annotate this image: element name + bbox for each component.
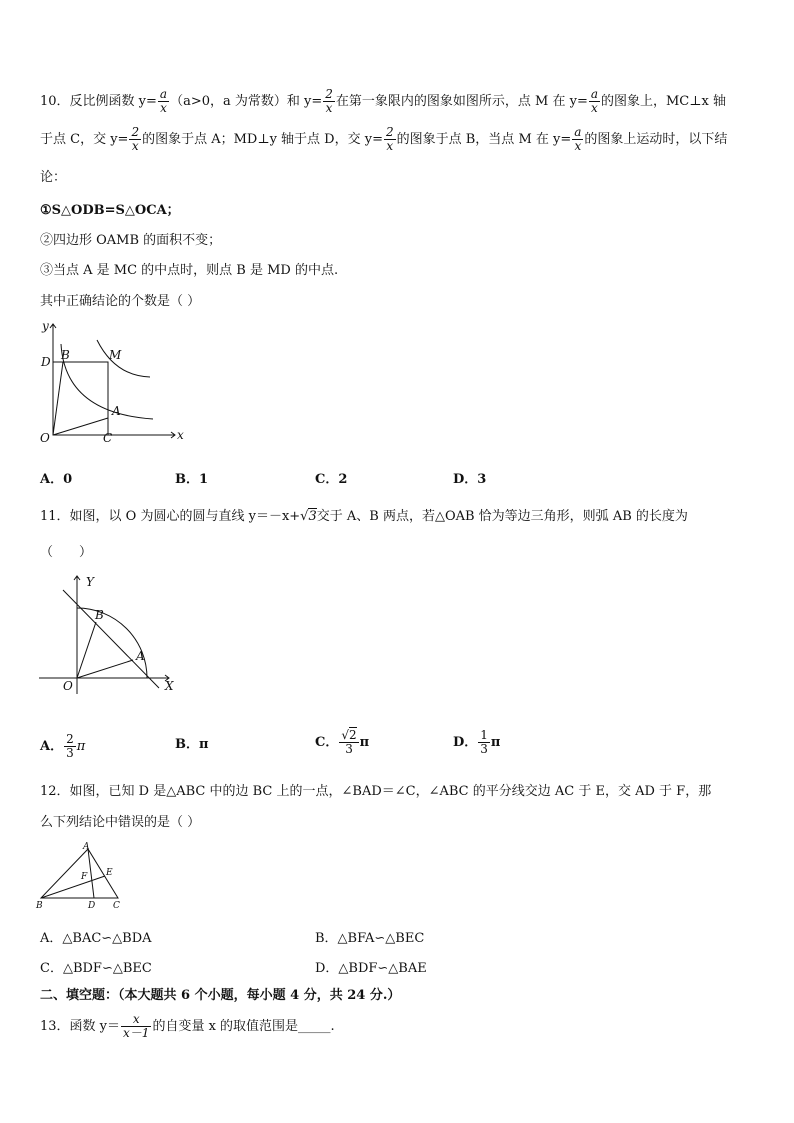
label-O: O: [40, 431, 50, 445]
q11-option-b[interactable]: B．π: [175, 737, 209, 752]
segment-AD: [88, 849, 94, 898]
q10-text: 的图象于点 B，当点 M 在 y=: [396, 132, 572, 147]
frac-num: x: [121, 1013, 151, 1027]
q10-option-a[interactable]: A．0: [40, 472, 73, 487]
frac-den: 3: [345, 742, 353, 756]
label-B: B: [95, 608, 104, 622]
frac-num: a: [590, 87, 598, 101]
frac-den: x: [160, 101, 167, 115]
section-heading: 二、填空题：（本大题共 6 个小题，每小题 4 分，共 24 分.）: [40, 988, 401, 1003]
q11-figure: [35, 572, 185, 697]
segment-OB: [53, 362, 63, 435]
q11-option-a[interactable]: [40, 733, 85, 760]
fraction-a-over-x: [572, 126, 583, 153]
label-A: A: [136, 649, 145, 663]
fraction-x-over-x-1: [121, 1013, 151, 1040]
frac-num: 2: [325, 87, 333, 101]
option-label: A．: [40, 739, 64, 754]
option-label: D．: [453, 735, 478, 750]
q12-line1: 12．如图，已知 D 是△ABC 中的边 BC 上的一点，∠BAD＝∠C，∠ABC 的平分线交边 AC 于 E，交 AD 于 F，那: [40, 784, 712, 799]
label-O: O: [63, 679, 73, 693]
q10-line3: 论：: [40, 170, 67, 185]
q12-option-b[interactable]: B．△BFA∽△BEC: [315, 931, 425, 946]
segment-OA: [77, 660, 133, 678]
q10-conclusion-3: ③当点 A 是 MC 的中点时，则点 B 是 MD 的中点.: [40, 263, 339, 278]
q10-figure: [35, 318, 185, 450]
label-C: C: [113, 901, 120, 911]
q10-text: 的图象上运动时，以下结: [584, 132, 728, 147]
curve-a-over-x: [97, 340, 150, 377]
label-A: A: [112, 404, 121, 418]
q11-paren: （ ）: [40, 545, 93, 560]
segment-OA: [53, 418, 108, 435]
fraction-2-over-x: [384, 126, 396, 153]
label-C: C: [103, 431, 113, 445]
q11-option-d[interactable]: [453, 729, 500, 756]
sqrt-radicand: 2: [349, 728, 357, 742]
frac-den: x: [591, 101, 598, 115]
label-A: A: [83, 842, 90, 852]
sqrt-radicand: 3: [308, 509, 317, 524]
label-F: F: [81, 872, 88, 882]
frac-den: x－1: [123, 1026, 150, 1040]
q10-conclusion-2: ②四边形 OAMB 的面积不变；: [40, 233, 222, 248]
q12-option-c[interactable]: C．△BDF∽△BEC: [40, 961, 152, 976]
q13-stem: [40, 1013, 335, 1040]
frac-den: 3: [480, 742, 488, 756]
q10-question: 其中正确结论的个数是（ ）: [40, 294, 201, 309]
q10-line2: [40, 126, 727, 153]
fraction-a-over-x: [158, 88, 169, 115]
q10-option-b[interactable]: B．1: [175, 472, 209, 487]
label-Y: Y: [86, 575, 94, 589]
circle-arc: [77, 608, 147, 678]
label-B: B: [36, 901, 43, 911]
frac-den: x: [325, 101, 333, 115]
q13-period: .: [330, 1019, 335, 1034]
q13-text: 13．函数 y＝: [40, 1019, 121, 1034]
pi-symbol: π: [76, 739, 86, 754]
q10-text: 反比例函数 y=: [69, 94, 157, 109]
sqrt-symbol: √: [300, 509, 309, 524]
fraction-2-over-x: [323, 88, 335, 115]
q12-line2: 么下列结论中错误的是（ ）: [40, 815, 201, 830]
q10-number: 10．: [40, 94, 70, 109]
frac-num: a: [159, 87, 168, 101]
fraction-2-over-x: [129, 126, 141, 153]
q11-text: 交于 A、B 两点，若△OAB 恰为等边三角形，则弧 AB 的长度为: [316, 509, 688, 524]
fraction-a-over-x: [589, 88, 600, 115]
label-E: E: [106, 868, 113, 878]
q10-text: 的图象上，MC⊥x 轴: [601, 94, 726, 109]
q10-line1: [40, 88, 726, 115]
label-D: D: [41, 355, 51, 369]
frac-num: 2: [385, 125, 394, 139]
q11-option-c[interactable]: [315, 729, 369, 756]
q10-text: 的图象于点 A；MD⊥y 轴于点 D，交 y=: [142, 132, 383, 147]
q10-option-c[interactable]: C．2: [315, 472, 348, 487]
frac-den: 3: [66, 746, 74, 760]
q10-text: 于点 C，交 y=: [40, 132, 129, 147]
fraction-2-3: [64, 733, 76, 760]
frac-num: 2: [131, 125, 140, 139]
frac-den: x: [574, 139, 582, 153]
q11-text: 11．如图，以 O 为圆心的圆与直线 y＝－x+: [40, 509, 301, 524]
pi-symbol: π: [359, 735, 370, 750]
q10-option-d[interactable]: D．3: [453, 472, 487, 487]
label-X: X: [165, 679, 174, 693]
label-B: B: [61, 348, 70, 362]
q12-option-d[interactable]: D．△BDF∽△BAE: [315, 961, 427, 976]
frac-num: √2: [341, 728, 357, 742]
frac-num: a: [574, 125, 582, 139]
frac-num: 2: [66, 732, 74, 746]
label-M: M: [109, 348, 122, 362]
label-x: x: [177, 428, 184, 442]
label-D: D: [88, 901, 96, 911]
option-label: C．: [315, 735, 339, 750]
q10-conclusion-1: ①S△ODB=S△OCA；: [40, 203, 180, 218]
q12-figure: [33, 840, 128, 912]
q13-text: 的自变量 x 的取值范围是: [152, 1019, 299, 1034]
q12-option-a[interactable]: A．△BAC∽△BDA: [40, 931, 152, 946]
pi-symbol: π: [490, 735, 501, 750]
frac-den: x: [131, 139, 139, 153]
segment-OB: [77, 622, 96, 678]
fraction-sqrt2-3: [339, 729, 358, 756]
q10-text: 在第一象限内的图象如图所示，点 M 在 y=: [335, 94, 588, 109]
answer-blank[interactable]: _____: [298, 1019, 331, 1034]
frac-den: x: [386, 139, 394, 153]
label-y: y: [42, 319, 49, 333]
segment-BE: [41, 876, 105, 898]
fraction-1-3: [478, 729, 490, 756]
q11-stem: [40, 505, 688, 524]
q10-text: （a>0，a 为常数）和 y=: [170, 94, 323, 109]
frac-num: 1: [480, 728, 488, 742]
